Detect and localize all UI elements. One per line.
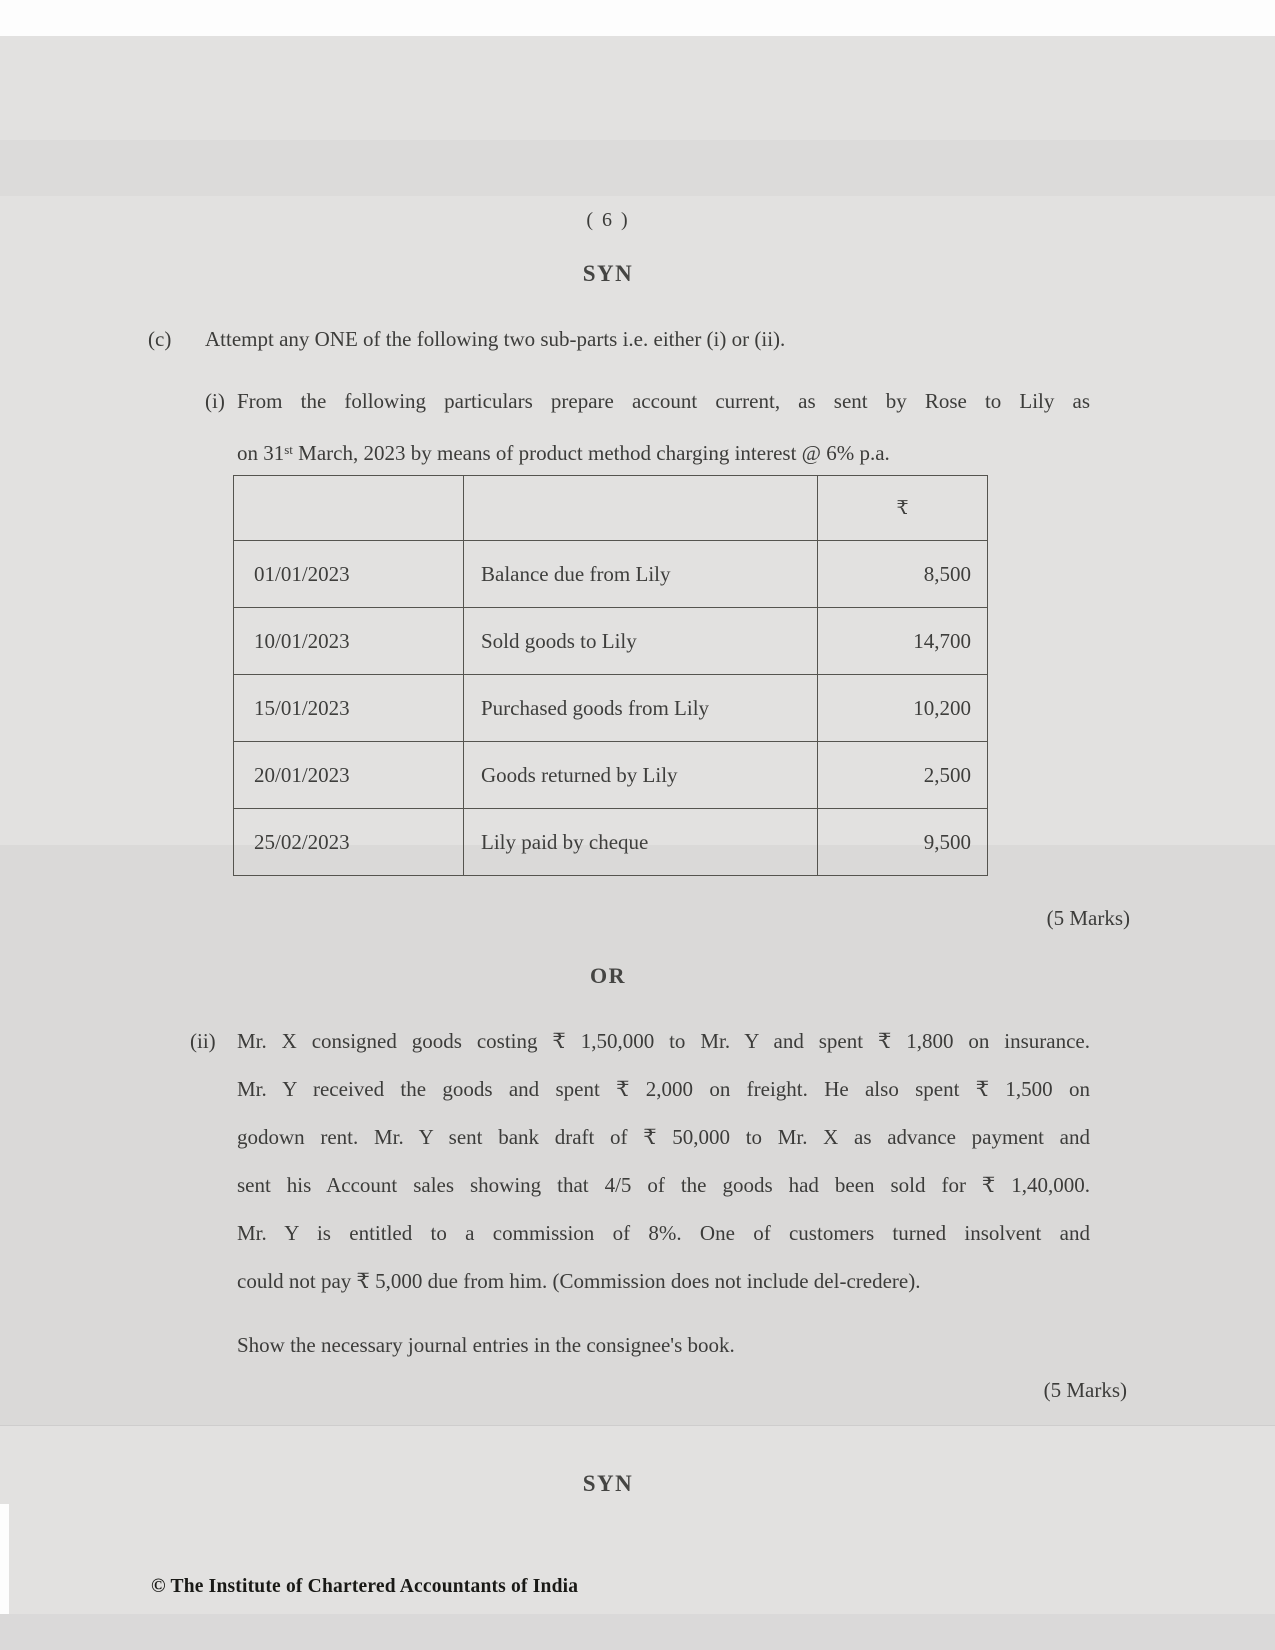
paper-code-heading-bottom: SYN — [582, 1471, 634, 1496]
page-number: ( 6 ) — [586, 209, 630, 231]
table-row — [234, 742, 988, 809]
date-column-header — [234, 476, 464, 541]
copyright-footer: © The Institute of Chartered Accountants of India — [151, 1576, 579, 1597]
table-row — [234, 541, 988, 608]
sub-part-i-line1: From the following particulars prepare account current, as sent by Rose to Lily as — [237, 389, 1090, 413]
row-particulars: Balance due from Lily — [464, 541, 818, 608]
table-header-row — [234, 476, 988, 541]
particulars-table — [233, 475, 988, 876]
sub-part-ii-label: (ii) — [190, 1029, 216, 1053]
table-row — [234, 809, 988, 876]
row-amount: 14,700 — [818, 608, 988, 675]
amount-column-header: ₹ — [818, 476, 988, 541]
sub-part-i-label: (i) — [205, 389, 225, 413]
sub-part-ii-line: sent his Account sales showing that 4/5 of the goods had been sold for ₹ 1,40,000. — [237, 1173, 1090, 1197]
row-particulars: Lily paid by cheque — [464, 809, 818, 876]
row-date: 10/01/2023 — [234, 608, 464, 675]
sub-part-ii-line: Mr. X consigned goods costing ₹ 1,50,000 to Mr. Y and spent ₹ 1,800 on insurance. — [237, 1029, 1090, 1053]
row-date: 01/01/2023 — [234, 541, 464, 608]
question-c-text: Attempt any ONE of the following two sub-parts i.e. either (i) or (ii). — [205, 327, 786, 351]
question-c-label: (c) — [148, 327, 172, 351]
sub-part-i-line2-pre: on 31 — [237, 441, 285, 465]
paper-code-heading-top: SYN — [582, 261, 634, 286]
row-particulars: Goods returned by Lily — [464, 742, 818, 809]
row-particulars: Sold goods to Lily — [464, 608, 818, 675]
scan-edge-strip — [0, 1504, 9, 1614]
sub-part-ii-closing-line: Show the necessary journal entries in the consignee's book. — [237, 1333, 735, 1357]
row-date: 20/01/2023 — [234, 742, 464, 809]
sub-part-ii-line: could not pay ₹ 5,000 due from him. (Commission does not include del-credere). — [237, 1269, 921, 1293]
row-amount: 10,200 — [818, 675, 988, 742]
row-date: 25/02/2023 — [234, 809, 464, 876]
row-date: 15/01/2023 — [234, 675, 464, 742]
table-row — [234, 675, 988, 742]
scan-shading-band — [0, 140, 1275, 196]
sub-part-ii-line: Mr. Y received the goods and spent ₹ 2,000 on freight. He also spent ₹ 1,500 on — [237, 1077, 1090, 1101]
row-amount: 2,500 — [818, 742, 988, 809]
ordinal-superscript: st — [284, 442, 293, 457]
row-amount: 9,500 — [818, 809, 988, 876]
scan-shading-band — [0, 1614, 1275, 1650]
marks-sub-ii: (5 Marks) — [1043, 1378, 1127, 1402]
sub-part-i-line2-post: March, 2023 by means of product method charging interest @ 6% p.a. — [292, 441, 890, 465]
sub-part-ii-line: godown rent. Mr. Y sent bank draft of ₹ 50,000 to Mr. X as advance payment and — [237, 1125, 1090, 1149]
row-amount: 8,500 — [818, 541, 988, 608]
sub-part-ii-line: Mr. Y is entitled to a commission of 8%. One of customers turned insolvent and — [237, 1221, 1090, 1245]
table-row — [234, 608, 988, 675]
particulars-column-header — [464, 476, 818, 541]
marks-sub-i: (5 Marks) — [1046, 906, 1130, 930]
sub-part-i-line2 — [237, 437, 890, 466]
or-separator: OR — [590, 963, 626, 988]
row-particulars: Purchased goods from Lily — [464, 675, 818, 742]
